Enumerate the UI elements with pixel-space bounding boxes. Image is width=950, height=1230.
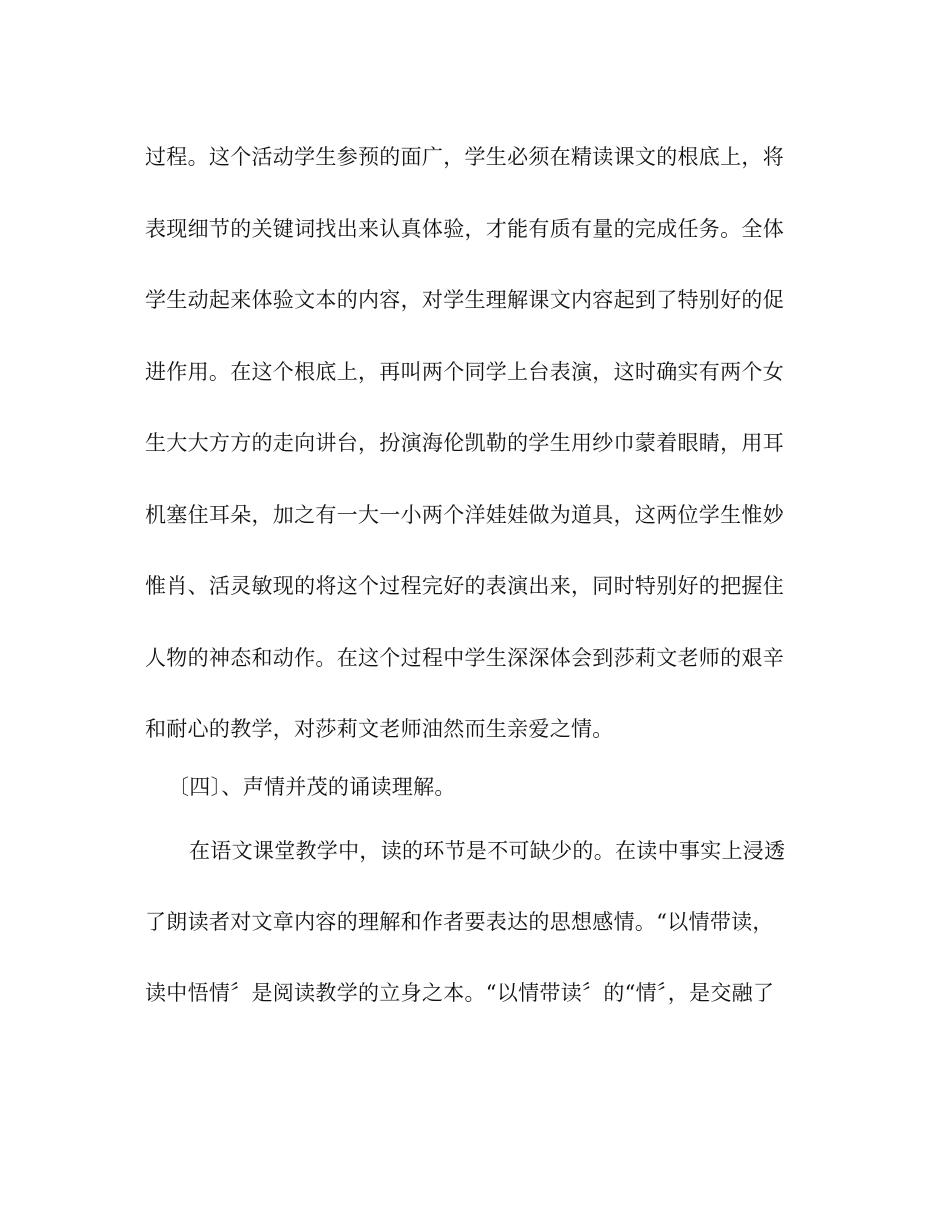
paragraph-line-4: 进作用。在这个根底上，再叫两个同学上台表演，这时确实有两个女: [145, 360, 784, 384]
section-heading: 〔四〕、声情并茂的诵读理解。: [168, 775, 456, 799]
paragraph-line-9: 和耐心的教学，对莎莉文老师油然而生亲爱之情。: [145, 717, 614, 741]
paragraph-line-5: 生大大方方的走向讲台，扮演海伦凯勒的学生用纱巾蒙着眼睛，用耳: [145, 431, 784, 455]
paragraph-line-3: 学生动起来体验文本的内容，对学生理解课文内容起到了特别好的促: [145, 288, 784, 312]
paragraph-line-6: 机塞住耳朵，加之有一大一小两个洋娃娃做为道具，这两位学生惟妙: [145, 503, 784, 527]
paragraph-line-1: 过程。这个活动学生参预的面广，学生必须在精读课文的根底上，将: [145, 145, 784, 169]
paragraph-line-13: 读中悟情〞是阅读教学的立身之本。“以情带读〞的“情〞，是交融了: [145, 981, 775, 1005]
paragraph-line-8: 人物的神态和动作。在这个过程中学生深深体会到莎莉文老师的艰辛: [145, 646, 784, 670]
paragraph-line-11: 在语文课堂教学中，读的环节是不可缺少的。在读中事实上浸透: [189, 839, 786, 863]
paragraph-line-2: 表现细节的关键词找出来认真体验，才能有质有量的完成任务。全体: [145, 217, 784, 241]
paragraph-line-12: 了朗读者对文章内容的理解和作者要表达的思想感情。“以情带读，: [145, 910, 774, 934]
paragraph-line-7: 惟肖、活灵敏现的将这个过程完好的表演出来，同时特别好的把握住: [145, 574, 784, 598]
